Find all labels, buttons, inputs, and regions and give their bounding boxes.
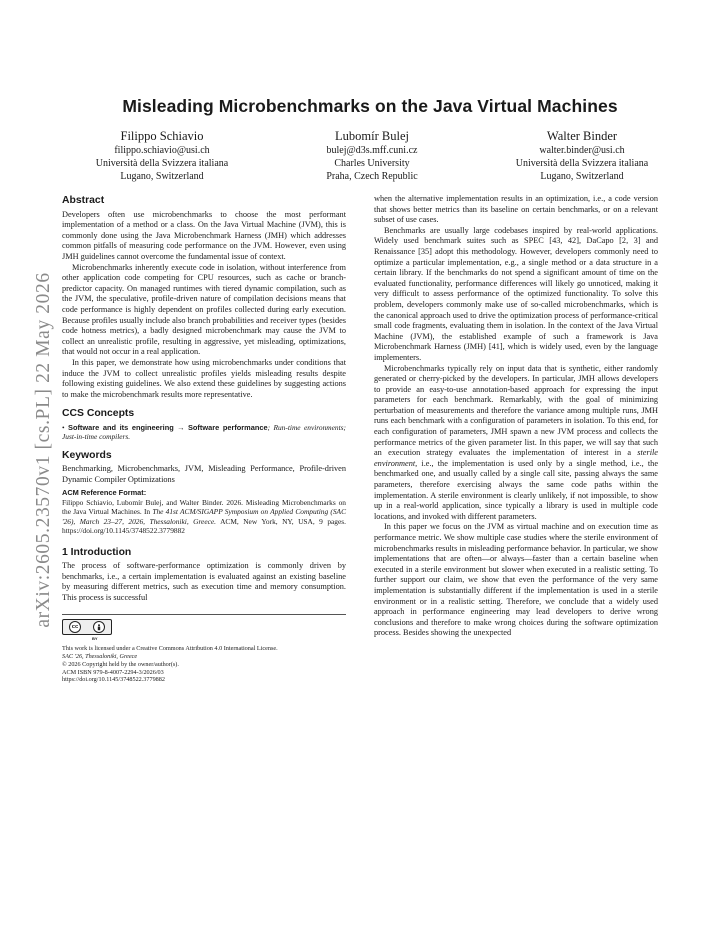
author-name: Filippo Schiavio: [120, 129, 204, 143]
introduction-paragraph: The process of software-performance optimization is commonly driven by benchmarks, i.e., a certain implementation is evaluated against an existing baseline by measuring different metrics, such as execution time and memory consumption. This process is successful: [62, 561, 346, 602]
ccs-bullet: •: [62, 422, 65, 432]
ccs-section: [62, 409, 346, 441]
ccs-concept-1: Software and its engineering: [68, 422, 174, 432]
author-email: bulej@d3s.mff.cuni.cz: [326, 145, 418, 156]
body-paragraph: In this paper we focus on the JVM as virtual machine and on execution time as performance metric. We show multiple case studies where the sterile environment of microbenchmarks results in misleading performance behavior. In particular, we show implementations that are often—or always—faster than a certain baseline when executed in a sterile environment but slower when executed in a realistic setting. To further support our claim, we show that even the performance of the very same implementation is substantially different if the implementation is used in a sterile environment or in a realistic setting. Therefore, we conclude that a widely used approach in performance engineering may lead developers to derive wrong conclusions and therefore to make wrong choices during the software optimization process. Besides showing the unexpected: [374, 522, 658, 638]
acm-reference: [62, 488, 346, 535]
keywords-text: Benchmarking, Microbenchmarks, JVM, Misleading Performance, Profile-driven Dynamic Compiler Optimizations: [62, 464, 346, 484]
license-footer: [62, 614, 346, 684]
body-paragraph: Benchmarks are usually large codebases inspired by real-world applications. Widely used benchmark suites such as SPEC [43, 42], DaCapo [2, 3] and Renaissance [35] adopt this methodology. However, developers commonly need to optimize a particular implementation, e.g., a single method or a data structure in a certain library. If the benchmarks do not spend a significant amount of time on the evaluated functionality, performance differences will likely go unnoticed, making it very difficult to assess performance of the optimized functionality. To solve this problem, developers commonly make use of so-called microbenchmarks, which is the canonical approach used to drive the optimization process of performance-critical small code fragments, evaluating them in isolation. In the context of the Java Virtual Machine (JVM), the established example of such a framework is Java Microbenchmark Harness (JMH) [41], which is widely used, even by the language implementers.: [374, 225, 658, 362]
author-location: Lugano, Switzerland: [540, 171, 624, 182]
abstract-paragraph: Microbenchmarks inherently execute code in isolation, without interference from other application code competing for CPU resources, such as cache or branch-predictor capacity. On managed runtimes with tiered dynamic compilation, such as the JVM, the speculative, profile-driven nature of compilation decisions means that code performance is highly dependent on profiles collected during early execution. Because profiles usually include also branch probabilities and receiver types (besides code hotness metrics), a badly designed microbenchmark may cause the JVM to collect an unrealistic profile, resulting in aggressive, yet misleading, optimizations, that would not occur in a real application.: [62, 262, 346, 357]
cc-by-badge: [62, 619, 346, 635]
cc-by-label: BY: [92, 636, 98, 642]
right-column: [374, 194, 658, 639]
ccs-concepts: [62, 423, 346, 442]
sterile-environment-term: sterile environment: [374, 448, 658, 468]
ccs-concept-rest: ; Run-time environments; Just-in-time compilers.: [62, 422, 346, 442]
left-column: [62, 196, 346, 684]
author-affiliation: Charles University: [334, 158, 410, 169]
introduction-section: [62, 548, 346, 604]
author-name: Lubomír Bulej: [335, 129, 409, 143]
author-affiliation: Università della Svizzera italiana: [95, 158, 229, 169]
copyright: © 2026 Copyright held by the owner/author(s).: [62, 660, 179, 668]
abstract-paragraph: In this paper, we demonstrate how using microbenchmarks under conditions that induce the JVM to collect unrealistic profiles yields misleading results despite following existing guidelines. We also extend these guidelines by suggesting actions to make the microbenchmark results more representative.: [62, 357, 346, 399]
author-1: [62, 128, 262, 183]
author-email: walter.binder@usi.ch: [539, 145, 625, 156]
author-block: [62, 128, 682, 183]
ccs-heading: CCS Concepts: [62, 408, 135, 420]
body-paragraph: when the alternative implementation results in an optimization, i.e., a code version that shows better metrics than its baseline on certain benchmarks, or on a relevant subset of use cases.: [374, 194, 658, 225]
attribution-person-icon: [93, 621, 105, 633]
doi-link[interactable]: https://doi.org/10.1145/3748522.3779882: [62, 676, 165, 684]
acm-reference-text: Filippo Schiavio, Lubomír Bulej, and Walter Binder. 2026. Misleading Microbenchmarks on the Java Virtual Machines. In The 41st ACM/SIGAPP Symposium on Applied Computing (SAC '26), March 23–27, 2026, Thessaloniki, Greece. ACM, New York, NY, USA, 9 pages. https://doi.org/10.1145/3748522.3779882: [62, 497, 347, 536]
introduction-heading: 1 Introduction: [62, 546, 132, 558]
paper-title: Misleading Microbenchmarks on the Java Virtual Machines: [122, 96, 618, 116]
ccs-arrow: →: [173, 422, 188, 432]
isbn: ACM ISBN 979-8-4007-2294-3/2026/03: [62, 668, 164, 676]
author-affiliation: Università della Svizzera italiana: [515, 158, 649, 169]
ccs-concept-2: Software performance: [187, 422, 268, 432]
author-name: Walter Binder: [546, 129, 618, 143]
author-2: [272, 128, 472, 183]
acm-reference-venue: The 41st ACM/SIGAPP Symposium on Applied Computing (SAC '26), March 23–27, 2026, Thessaloniki, Greece.: [62, 507, 347, 526]
abstract-heading: Abstract: [62, 195, 105, 206]
author-location: Praha, Czech Republic: [326, 171, 418, 182]
keywords-heading: Keywords: [62, 449, 112, 461]
acm-reference-label: ACM Reference Format:: [62, 488, 147, 498]
conference-location: SAC '26, Thessaloniki, Greece: [62, 653, 138, 661]
license-statement: This work is licensed under a Creative Commons Attribution 4.0 International License.: [62, 645, 278, 653]
arxiv-identifier: arXiv:2605.23570v1 [cs.PL] 22 May 2026: [33, 272, 54, 628]
creative-commons-icon: cc: [69, 621, 81, 633]
author-email: filippo.schiavio@usi.ch: [114, 145, 210, 156]
author-3: [482, 128, 682, 183]
author-location: Lugano, Switzerland: [120, 171, 204, 182]
keywords-section: [62, 451, 346, 486]
abstract-paragraph: Developers often use microbenchmarks to choose the most performant implementation of a method or a class. On the Java Virtual Machine (JVM), this is commonly done using the Java Microbenchmark Harness (JMH) which addresses common pitfalls of measuring code performance on the JVM. However, even using JMH guidelines cannot overcome the fundamental issue of context.: [62, 209, 346, 261]
body-paragraph: Microbenchmarks typically rely on input data that is synthetic, either randomly generated or cherry-picked by the developers. In particular, JMH allows developers to provide an easy-to-use annotation-based approach for expressing the input parameters for each benchmark. Remarkably, with the goal of minimizing perturbation of measurements and therefore the variance among multiple runs, JMH runs each benchmark with a configuration of parameters in isolation. To this end, for each configuration of parameters, JMH spawn a new JVM process and collects the performance metrics of the given parameter list. In this paper, we will say that such an execution strategy evaluates the implementation of interest in a sterile environment, i.e., the implementation is used only by a single method, i.e., the benchmarked one, and usually called by a single call site, passing always the same parameters, therefore exercising always the same code paths within the implementation. A sterile environment is clearly unlikely, if not impossible, to show up in a real-world application, since typically a library is used in multiple code locations, and invoked with different parameters.: [374, 363, 658, 521]
